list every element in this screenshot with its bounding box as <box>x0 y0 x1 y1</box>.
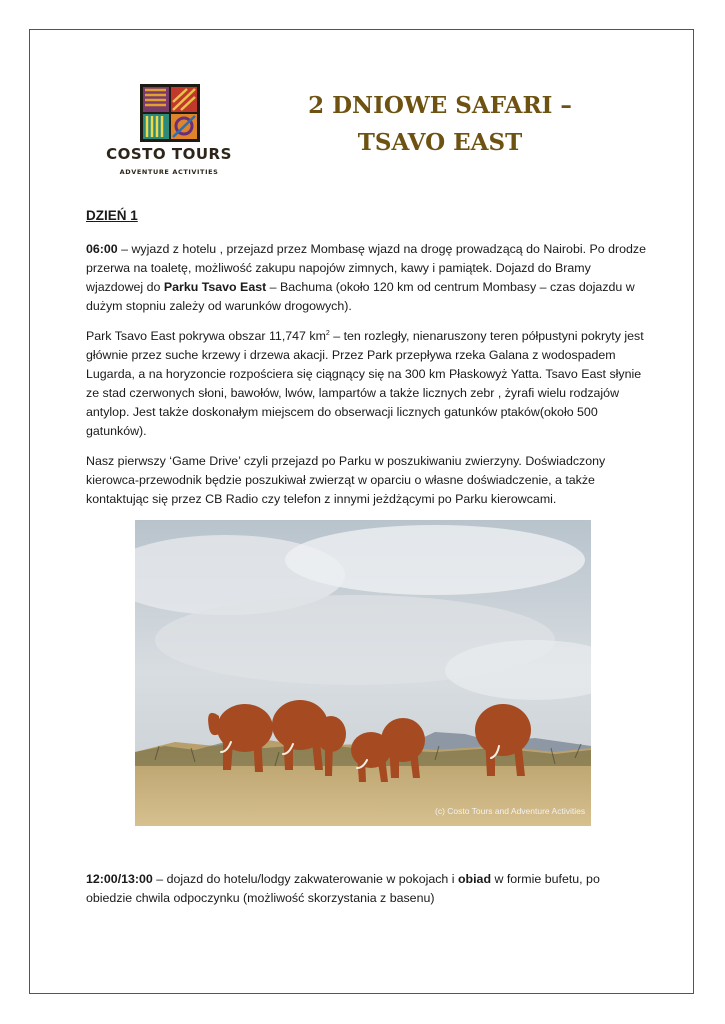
photo-caption: (c) Costo Tours and Adventure Activities <box>435 806 586 816</box>
paragraph-game-drive: Nasz pierwszy ‘Game Drive’ czyli przejazd po Parku w poszukiwaniu zwierzyny. Doświadczony kierowca-przewodnik będzie poszukiwał zwierząt w oparciu o własne doświadczenie, a także kontaktując się przez CB Radio czy telefon z innymi jeżdżącymi po Parku kierowcami. <box>86 454 606 506</box>
paragraph-midday <box>86 870 646 908</box>
paragraph-park-text-a: Park Tsavo East pokrywa obszar 11,747 km <box>86 329 326 343</box>
logo-graphic-icon <box>140 84 200 142</box>
time-1200-1300: 12:00/13:00 <box>86 872 153 886</box>
logo-tagline: ADVENTURE ACTIVITIES <box>119 168 219 176</box>
paragraph-morning-text-a: – wyjazd z hotelu , przejazd przez Mombasę wjazd na drogę prowadzącą do Nairobi. Po drodze przerwa na toaletę, możliwość zakupu napojów zimnych, kawy i pamiątek. Dojazd do Bramy wjazdowej do <box>86 242 646 294</box>
elephants-image <box>135 520 591 826</box>
time-0600: 06:00 <box>86 242 118 256</box>
paragraph-morning <box>86 240 646 316</box>
elephants-photo <box>135 520 591 826</box>
logo-name: COSTO TOURS <box>106 145 232 163</box>
meal-name: obiad <box>457 872 492 886</box>
paragraph-park-text-b: – ten rozległy, nienaruszony teren półpustyni pokryty jest głównie przez suche krzewy i drzewa akacji. Przez Park przepływa rzeka Galana z wodospadem Lugarda, a na horyzoncie rozpościera się ciągnący się na 300 km Płaskowyż Yatta. Tsavo East słynie ze stad czerwonych słoni, bawołów, lwów, lampartów a także licznych zebr , żyrafi wielu rodzajów antylop. Jest także doskonałym miejscem do obserwacji licznych gatunków ptaków(około 500 gatunków). <box>86 329 644 438</box>
park-name: Parku Tsavo East <box>163 280 267 294</box>
title-line-1: 2 DNIOWE SAFARI – <box>308 92 572 119</box>
costo-tours-logo <box>104 84 234 180</box>
paragraph-morning-text-b: – Bachuma (około 120 km od centrum Mombasy – czas dojazdu w dużym stopniu zależy od warunków drogowych). <box>86 280 635 313</box>
page-title <box>270 87 610 161</box>
area-superscript: 2 <box>325 330 330 337</box>
title-line-2: TSAVO EAST <box>357 129 523 156</box>
paragraph-park-description <box>86 327 646 441</box>
day-heading: DZIEŃ 1 <box>86 208 138 223</box>
paragraph-midday-text-a: – dojazd do hotelu/lodgy zakwaterowanie w pokojach i <box>152 872 458 886</box>
paragraph-midday-text-b: w formie bufetu, po obiedzie chwila odpoczynku (możliwość skorzystania z basenu) <box>86 872 600 905</box>
